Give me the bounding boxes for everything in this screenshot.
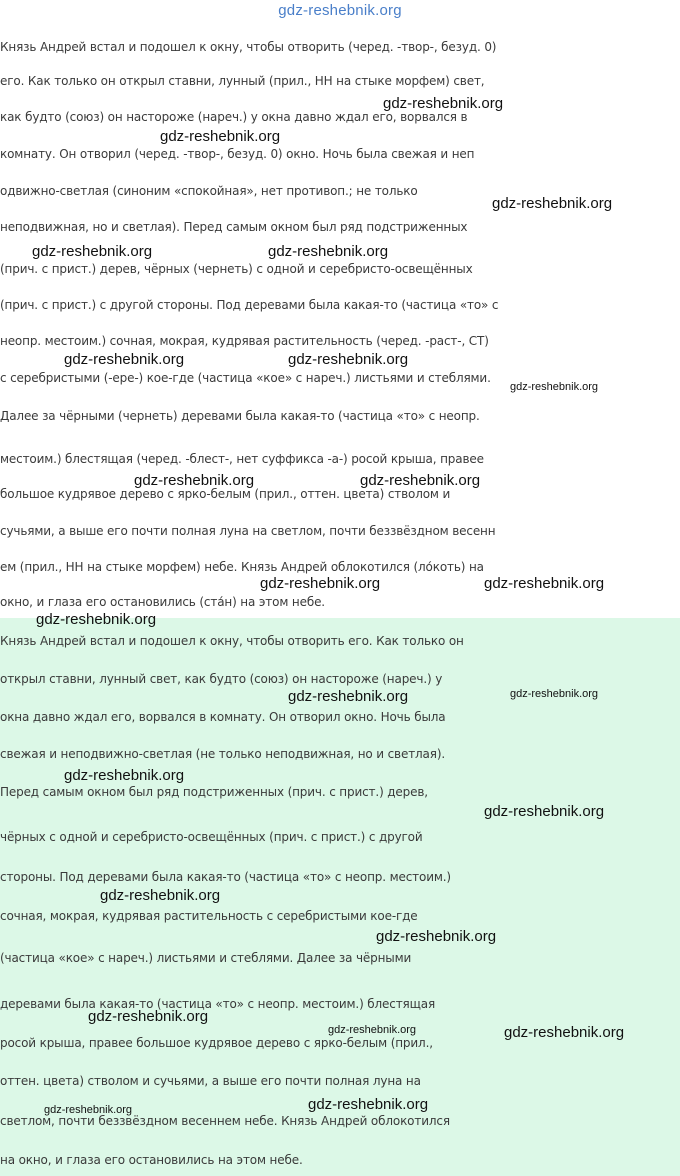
- watermark: gdz-reshebnik.org: [492, 195, 613, 212]
- text-line: одвижно-светлая (синоним «спокойная», нет противоп.; не только: [0, 184, 418, 198]
- site-header[interactable]: gdz-reshebnik.org: [278, 2, 402, 19]
- text-line: (частица «кое» с нареч.) листьями и стеблями. Далее за чёрными: [0, 951, 412, 965]
- watermark: gdz-reshebnik.org: [100, 887, 221, 904]
- watermark: gdz-reshebnik.org: [288, 351, 409, 368]
- text-line: свежая и неподвижно-светлая (не только неподвижная, но и светлая).: [0, 747, 446, 761]
- watermark: gdz-reshebnik.org: [64, 351, 185, 368]
- text-line: (прич. с прист.) дерев, чёрных (чернеть) с одной и серебристо-освещённых: [0, 262, 473, 276]
- text-line: большое кудрявое дерево с ярко-белым (прил., оттен. цвета) стволом и: [0, 487, 451, 501]
- watermark: gdz-reshebnik.org: [484, 803, 605, 820]
- watermark: gdz-reshebnik.org: [32, 243, 153, 260]
- watermark: gdz-reshebnik.org: [288, 688, 409, 705]
- watermark: gdz-reshebnik.org: [134, 472, 255, 489]
- watermark: gdz-reshebnik.org: [504, 1024, 625, 1041]
- watermark: gdz-reshebnik.org: [64, 767, 185, 784]
- watermark: gdz-reshebnik.org: [376, 928, 497, 945]
- text-line: Князь Андрей встал и подошел к окну, чтобы отворить (черед. -твор-, безуд. 0): [0, 40, 497, 54]
- text-line: окна давно ждал его, ворвался в комнату. Он отворил окно. Ночь была: [0, 710, 446, 724]
- watermark: gdz-reshebnik.org: [44, 1104, 133, 1116]
- text-line: местоим.) блестящая (черед. -блест-, нет суффикса -а-) росой крыша, правее: [0, 452, 484, 466]
- watermark: gdz-reshebnik.org: [268, 243, 389, 260]
- text-line: неподвижная, но и светлая). Перед самым окном был ряд подстриженных: [0, 220, 468, 234]
- text-line: сочная, мокрая, кудрявая растительность с серебристыми кое-где: [0, 909, 418, 923]
- text-line: (прич. с прист.) с другой стороны. Под деревами была какая-то (частица «то» с: [0, 298, 499, 312]
- text-line: деревами была какая-то (частица «то» с неопр. местоим.) блестящая: [0, 997, 436, 1011]
- watermark: gdz-reshebnik.org: [160, 128, 281, 145]
- text-line: стороны. Под деревами была какая-то (частица «то» с неопр. местоим.): [0, 870, 451, 884]
- watermark: gdz-reshebnik.org: [260, 575, 381, 592]
- watermark: gdz-reshebnik.org: [484, 575, 605, 592]
- text-line: ем (прил., НН на стыке морфем) небе. Князь Андрей облокотился (ло́коть) на: [0, 560, 484, 574]
- text-line: чёрных с одной и серебристо-освещённых (прич. с прист.) с другой: [0, 830, 423, 844]
- text-line: Перед самым окном был ряд подстриженных (прич. с прист.) дерев,: [0, 785, 428, 799]
- text-line: его. Как только он открыл ставни, лунный (прил., НН на стыке морфем) свет,: [0, 74, 485, 88]
- text-line: на окно, и глаза его остановились на этом небе.: [0, 1153, 303, 1167]
- text-line: сучьями, а выше его почти полная луна на светлом, почти беззвёздном весенн: [0, 524, 496, 538]
- text-line: неопр. местоим.) сочная, мокрая, кудрявая растительность (черед. -раст-, СТ): [0, 334, 489, 348]
- text-line: комнату. Он отворил (черед. -твор-, безуд. 0) окно. Ночь была свежая и неп: [0, 147, 475, 161]
- full-analysis-section: [0, 34, 680, 618]
- watermark: gdz-reshebnik.org: [88, 1008, 209, 1025]
- watermark: gdz-reshebnik.org: [510, 381, 599, 393]
- watermark: gdz-reshebnik.org: [308, 1096, 429, 1113]
- text-line: росой крыша, правее большое кудрявое дерево с ярко-белым (прил.,: [0, 1036, 433, 1050]
- text-line: Князь Андрей встал и подошел к окну, чтобы отворить его. Как только он: [0, 634, 464, 648]
- text-line: окно, и глаза его остановились (ста́н) на этом небе.: [0, 595, 325, 609]
- watermark: gdz-reshebnik.org: [360, 472, 481, 489]
- watermark: gdz-reshebnik.org: [328, 1024, 417, 1036]
- text-line: светлом, почти беззвёздном весеннем небе. Князь Андрей облокотился: [0, 1114, 450, 1128]
- watermark: gdz-reshebnik.org: [383, 95, 504, 112]
- text-line: как будто (союз) он настороже (нареч.) у окна давно ждал его, ворвался в: [0, 110, 468, 124]
- watermark: gdz-reshebnik.org: [510, 688, 599, 700]
- text-line: с серебристыми (-ере-) кое-где (частица «кое» с нареч.) листьями и стеблями.: [0, 371, 491, 385]
- watermark: gdz-reshebnik.org: [36, 611, 157, 628]
- text-line: открыл ставни, лунный свет, как будто (союз) он настороже (нареч.) у: [0, 672, 443, 686]
- text-line: оттен. цвета) стволом и сучьями, а выше его почти полная луна на: [0, 1074, 421, 1088]
- text-line: Далее за чёрными (чернеть) деревами была какая-то (частица «то» с неопр.: [0, 409, 480, 423]
